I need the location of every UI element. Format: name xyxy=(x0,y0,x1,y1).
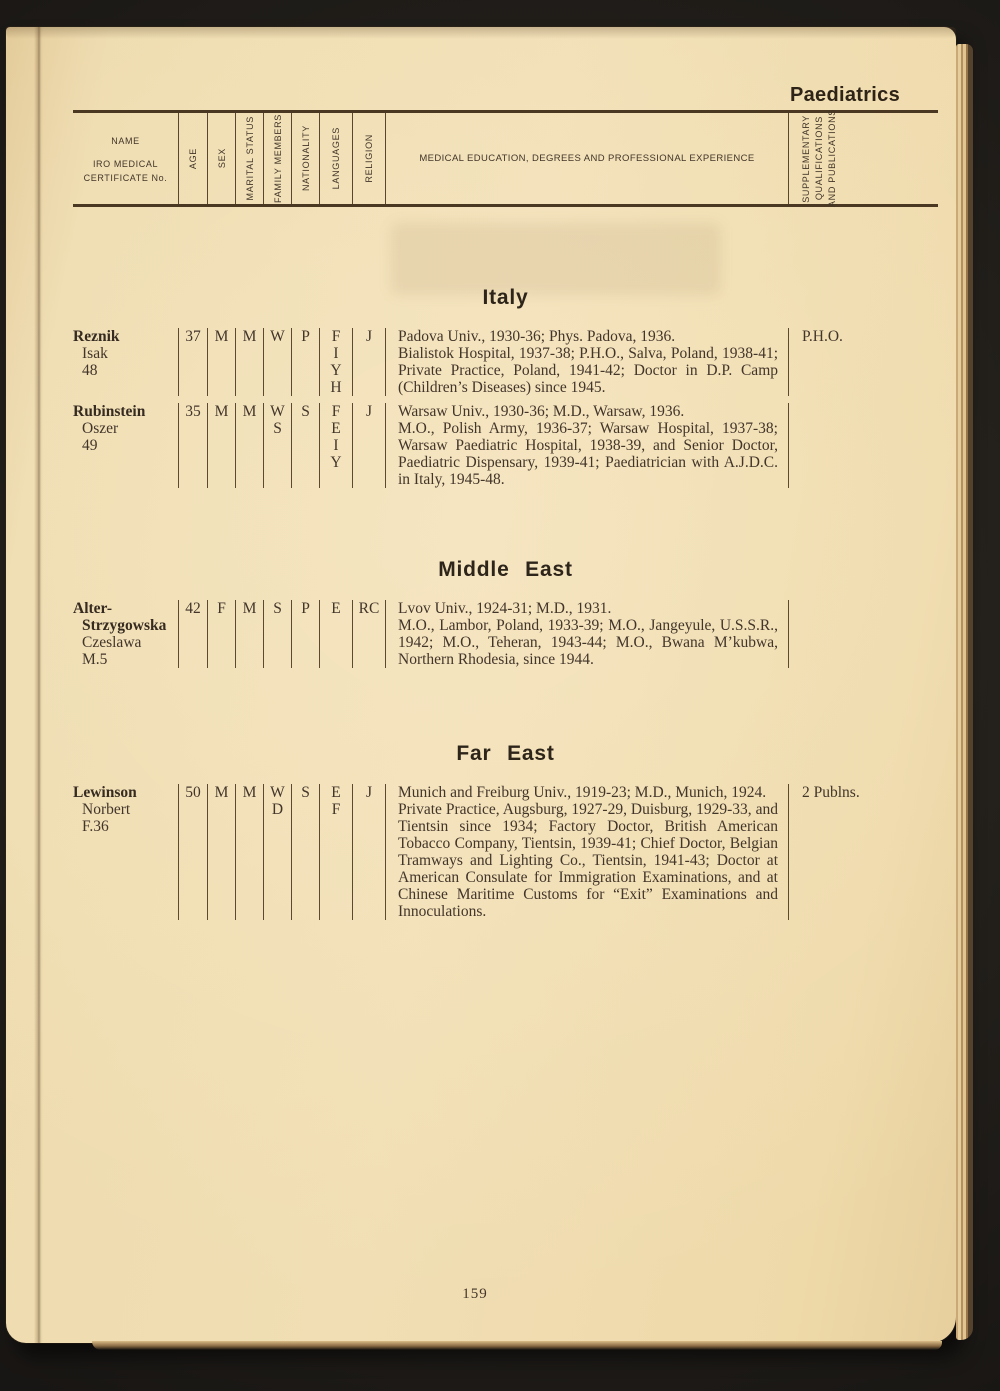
page-stack-edges xyxy=(956,44,973,1340)
cell-age: 50 xyxy=(178,784,207,920)
cell-family-members xyxy=(263,600,291,668)
cell-supplementary xyxy=(788,403,938,488)
page-gutter-crease xyxy=(34,27,43,1343)
cell-sex: F xyxy=(207,600,235,668)
column-header-education xyxy=(385,113,788,204)
name-line: Rubinstein xyxy=(73,403,146,420)
education-paragraph: Padova Univ., 1930-36; Phys. Padova, 1936. xyxy=(398,328,676,345)
language-code: F xyxy=(331,801,341,818)
cell-sex: M xyxy=(207,784,235,920)
header-label: QUALIFICATIONS xyxy=(814,116,824,201)
section-rows xyxy=(73,784,938,920)
cell-nationality: S xyxy=(291,784,319,920)
section-italy xyxy=(73,286,938,488)
name-line: 48 xyxy=(82,362,98,379)
language-code: F xyxy=(331,403,341,420)
ink-showthrough xyxy=(391,223,721,295)
section-rows xyxy=(73,328,938,488)
column-header-family-members xyxy=(263,113,291,204)
book-page xyxy=(6,27,956,1343)
cell-name xyxy=(73,403,178,488)
cell-supplementary xyxy=(788,328,938,396)
cell-languages xyxy=(319,784,352,920)
cell-languages xyxy=(319,600,352,668)
education-paragraph: M.O., Polish Army, 1936-37; Warsaw Hospital, 1937-38; Warsaw Paediatric Hospital, 1938-39, and Senior Doctor, Paediatric Dispensary, 1939-41; Paediatrician with A.J.D.C. in Italy, 1945-48. xyxy=(398,420,778,488)
language-code: E xyxy=(331,784,341,801)
family-member-code: W xyxy=(270,328,285,345)
cell-languages xyxy=(319,328,352,396)
cell-marital-status: M xyxy=(235,328,263,396)
language-code: F xyxy=(331,328,341,345)
cell-name xyxy=(73,328,178,396)
category-heading: Paediatrics xyxy=(789,84,900,106)
header-label: AND PUBLICATIONS xyxy=(827,109,837,208)
cell-nationality: P xyxy=(291,600,319,668)
column-header-languages xyxy=(319,113,352,204)
name-line: Strzygowska xyxy=(82,617,167,634)
supplementary-note: 2 Publns. xyxy=(802,784,860,801)
section-middle-east xyxy=(73,558,938,668)
header-label: AGE xyxy=(188,147,198,170)
name-line: F.36 xyxy=(82,818,109,835)
column-header-religion xyxy=(352,113,385,204)
name-line: Reznik xyxy=(73,328,120,345)
table-row xyxy=(73,784,938,920)
table-row xyxy=(73,403,938,488)
section-title: Far East xyxy=(456,742,555,765)
cell-age: 42 xyxy=(178,600,207,668)
name-line: M.5 xyxy=(82,651,108,668)
family-member-code: S xyxy=(273,600,282,617)
name-line: Czeslawa xyxy=(82,634,142,651)
cell-sex: M xyxy=(207,403,235,488)
table-row xyxy=(73,600,938,668)
family-member-code: W xyxy=(270,784,285,801)
cell-family-members xyxy=(263,403,291,488)
column-header-marital-status xyxy=(235,113,263,204)
education-paragraph: Bialistok Hospital, 1937-38; P.H.O., Salva, Poland, 1938-41; Private Practice, Poland, 1941-42; Doctor in D.P. Camp (Children’s Diseases) since 1945. xyxy=(398,345,778,396)
page-number: 159 xyxy=(462,1286,488,1302)
header-label: NATIONALITY xyxy=(300,125,311,192)
header-label: MEDICAL EDUCATION, DEGREES AND PROFESSIONAL EXPERIENCE xyxy=(419,153,755,164)
header-label: FAMILY MEMBERS xyxy=(272,114,283,203)
name-line: Norbert xyxy=(82,801,131,818)
language-code: Y xyxy=(330,454,342,471)
name-line: Lewinson xyxy=(73,784,137,801)
header-line: NAME xyxy=(111,136,140,146)
cell-languages xyxy=(319,403,352,488)
cell-marital-status: M xyxy=(235,403,263,488)
column-header-nationality xyxy=(291,113,319,204)
cell-marital-status: M xyxy=(235,784,263,920)
cell-education xyxy=(385,328,788,396)
language-code: E xyxy=(331,600,341,617)
name-line: 49 xyxy=(82,437,98,454)
education-paragraph: Warsaw Univ., 1930-36; M.D., Warsaw, 1936. xyxy=(398,403,685,420)
cell-religion: J xyxy=(352,328,385,396)
cell-education xyxy=(385,784,788,920)
cell-family-members xyxy=(263,328,291,396)
language-code: H xyxy=(330,379,342,396)
table-header xyxy=(73,110,938,207)
education-paragraph: M.O., Lambor, Poland, 1933-39; M.O., Jangeyule, U.S.S.R., 1942; M.O., Teheran, 1943-44; M.O., Bwana M’kubwa, Northern Rhodesia, since 1944. xyxy=(398,617,778,668)
cell-nationality: S xyxy=(291,403,319,488)
language-code: I xyxy=(333,345,339,362)
column-header-age xyxy=(178,113,207,204)
header-line: IRO MEDICAL xyxy=(92,159,159,169)
cell-supplementary xyxy=(788,600,938,668)
family-member-code: W xyxy=(270,403,285,420)
header-line: CERTIFICATE No. xyxy=(83,173,168,183)
cell-religion: J xyxy=(352,784,385,920)
family-member-code: S xyxy=(273,420,282,437)
cell-family-members xyxy=(263,784,291,920)
column-header-name xyxy=(73,113,178,204)
cell-religion: RC xyxy=(352,600,385,668)
header-label: SUPPLEMENTARY xyxy=(801,114,811,203)
name-line: Alter- xyxy=(73,600,113,617)
name-line: Isak xyxy=(82,345,108,362)
name-line: Oszer xyxy=(82,420,119,437)
language-code: Y xyxy=(330,362,342,379)
supplementary-note: P.H.O. xyxy=(802,328,843,345)
header-label: SEX xyxy=(216,148,227,169)
cell-supplementary xyxy=(788,784,938,920)
cell-nationality: P xyxy=(291,328,319,396)
section-far-east xyxy=(73,742,938,920)
cell-age: 37 xyxy=(178,328,207,396)
cell-education xyxy=(385,600,788,668)
column-header-supplementary xyxy=(788,109,938,208)
cell-religion: J xyxy=(352,403,385,488)
language-code: E xyxy=(331,420,341,437)
education-paragraph: Munich and Freiburg Univ., 1919-23; M.D., Munich, 1924. xyxy=(398,784,767,801)
header-label: LANGUAGES xyxy=(331,127,341,190)
section-rows xyxy=(73,600,938,668)
table-row xyxy=(73,328,938,396)
section-title: Italy xyxy=(482,286,529,309)
family-member-code: D xyxy=(271,801,284,818)
cell-marital-status: M xyxy=(235,600,263,668)
cell-education xyxy=(385,403,788,488)
cell-age: 35 xyxy=(178,403,207,488)
education-paragraph: Private Practice, Augsburg, 1927-29, Duisburg, 1929-33, and Tientsin since 1934; Factory Doctor, British American Tobacco Company, Tientsin, 1939-41; Chief Doctor, Belgian Tramways and Lighting Co., Tientsin, 1941-43; Doctor at American Consulate for Immigration Examinations, and at Chinese Maritime Customs for “Exit” Examinations and Innoculations. xyxy=(398,801,778,920)
education-paragraph: Lvov Univ., 1924-31; M.D., 1931. xyxy=(398,600,612,617)
language-code: I xyxy=(333,437,339,454)
cell-sex: M xyxy=(207,328,235,396)
cell-name xyxy=(73,600,178,668)
section-title: Middle East xyxy=(438,558,573,581)
header-label: MARITAL STATUS xyxy=(244,116,255,201)
column-header-sex xyxy=(207,113,235,204)
header-label: RELIGION xyxy=(364,134,374,183)
cell-name xyxy=(73,784,178,920)
